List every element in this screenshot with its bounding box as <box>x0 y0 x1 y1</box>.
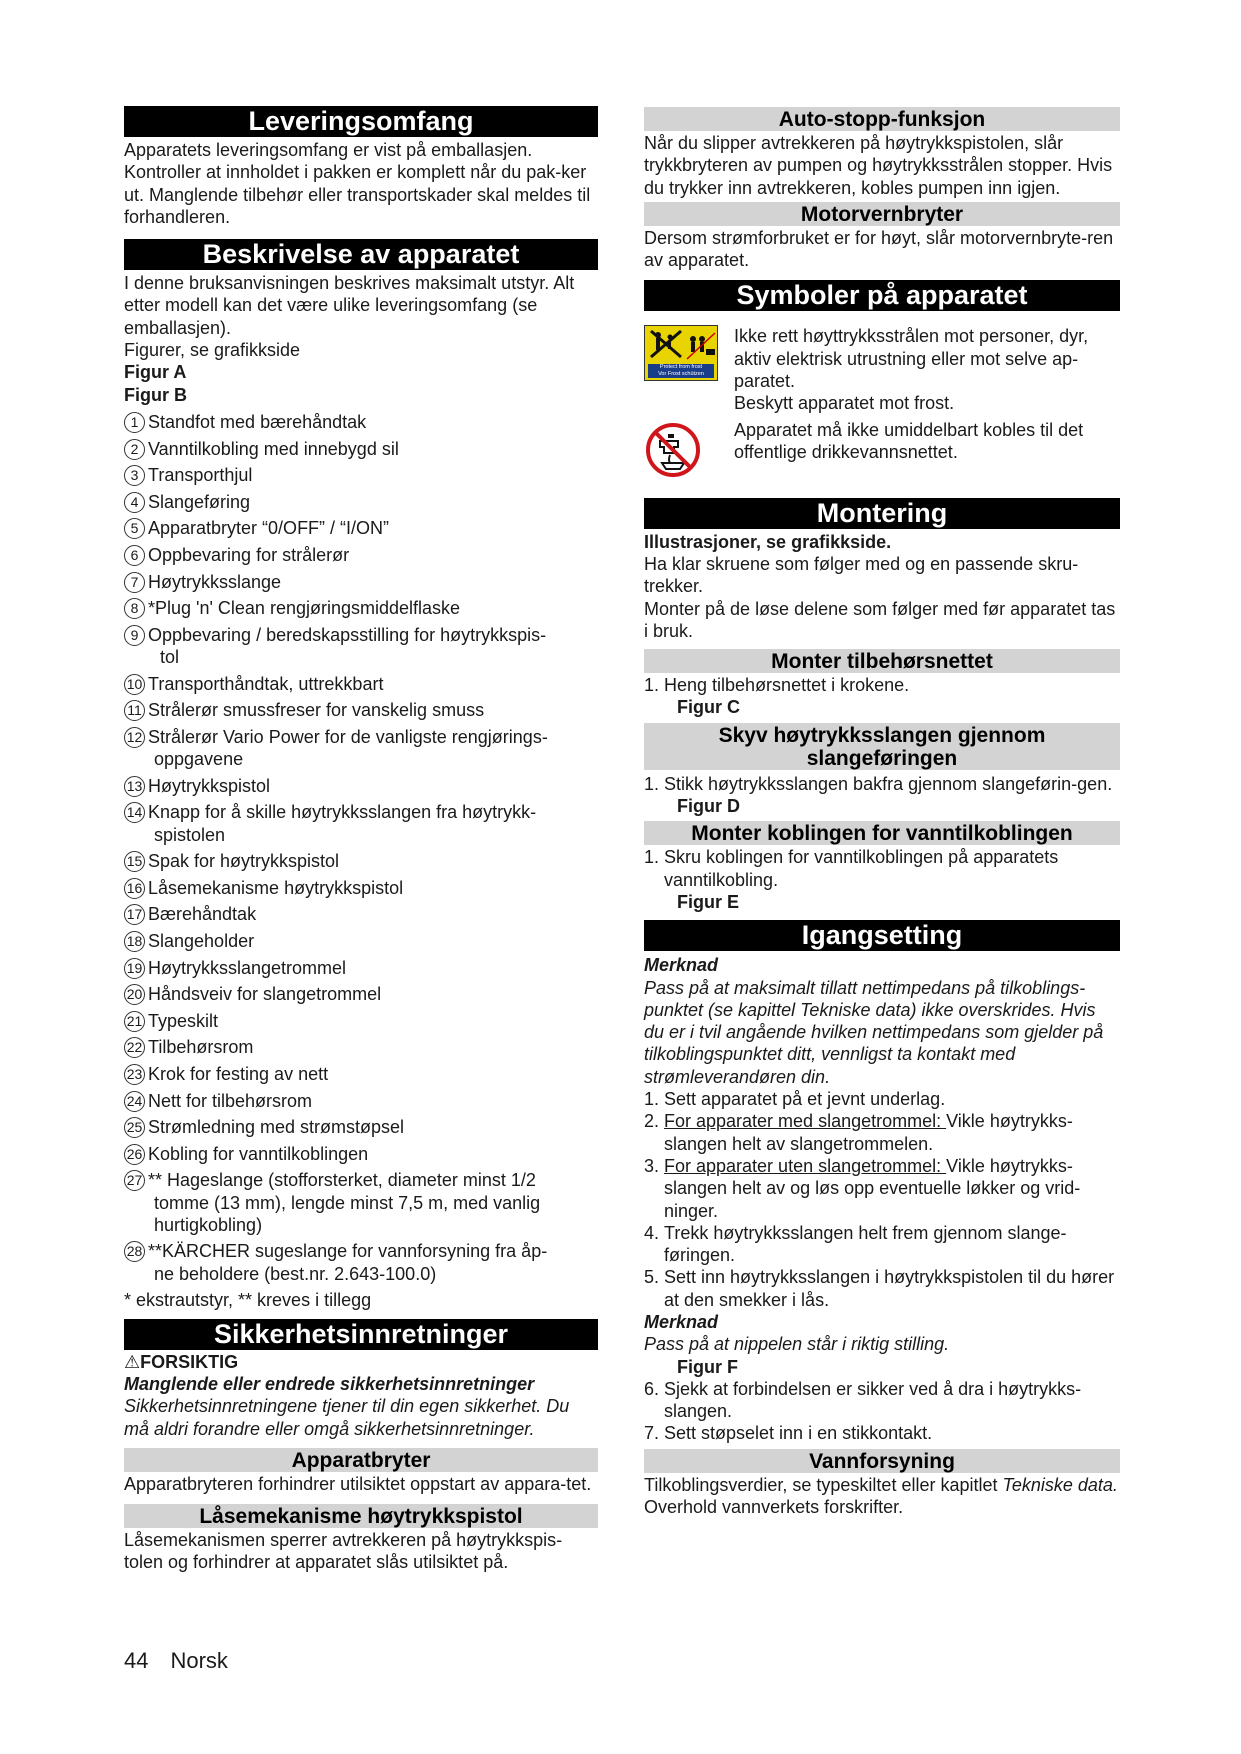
step-item <box>644 1422 1120 1444</box>
item-number: 27 <box>124 1170 145 1191</box>
list-item <box>124 801 598 846</box>
list-item <box>124 930 598 952</box>
list-item <box>124 544 598 566</box>
figur-c: Figur C <box>677 697 740 718</box>
step-text: Sett inn høytrykksslangen i høytrykkspistolen til du hører at den smekker i lås. <box>664 1267 1115 1310</box>
list-item <box>124 411 598 433</box>
step-item <box>644 1155 1120 1222</box>
item-number: 4 <box>124 492 145 513</box>
item-text: Bærehåndtak <box>148 904 257 925</box>
item-text: Høytrykkspistol <box>148 775 271 796</box>
no-drinking-water-icon <box>644 421 702 479</box>
page-number: 44 <box>124 1648 149 1673</box>
step-number: 2. <box>644 1111 660 1132</box>
item-text: Strålerør smussfreser for vanskelig smuss <box>148 700 485 721</box>
figur-f: Figur F <box>677 1356 738 1377</box>
page-footer <box>124 1648 228 1674</box>
list-item <box>124 699 598 721</box>
item-text-line: Strålerør Vario Power for de vanligste rengjørings- <box>148 726 548 747</box>
step-item <box>644 1110 1120 1155</box>
heading-tilbehorsnett: Monter tilbehørsnettet <box>644 649 1120 673</box>
heading-motorvern: Motorvernbryter <box>644 202 1120 226</box>
vannforsyning-text2: Overhold vannverkets forskrifter. <box>644 1497 904 1518</box>
item-number: 12 <box>124 727 145 748</box>
list-item <box>124 903 598 925</box>
heading-igangsetting: Igangsetting <box>644 920 1120 951</box>
item-text: Håndsveiv for slangetrommel <box>148 984 382 1005</box>
step-text <box>664 1110 1120 1155</box>
step-condition: For apparater uten slangetrommel: <box>664 1155 947 1176</box>
item-number: 9 <box>124 625 145 646</box>
list-item <box>124 983 598 1005</box>
list-item <box>124 877 598 899</box>
warning-text: Sikkerhetsinnretningene tjener til din egen sikkerhet. Du må aldri forandre eller omgå sikkerhetsinnretninger. <box>124 1396 570 1439</box>
item-number: 2 <box>124 439 145 460</box>
item-text: Nett for tilbehørsrom <box>148 1090 313 1111</box>
tilbehorsnett-step <box>644 674 1120 696</box>
step-number: 3. <box>644 1155 660 1176</box>
parts-list <box>124 411 598 1285</box>
symbol-spray-text: Ikke rett høyttrykksstrålen mot personer, dyr, aktiv elektrisk utrustning eller mot selve ap-paratet. <box>734 326 1089 392</box>
step-action: Vikle høytrykks-slangen helt av slangetrommelen. <box>664 1111 1073 1154</box>
footnote: * ekstrautstyr, ** kreves i tillegg <box>124 1290 372 1311</box>
heading-symboler: Symboler på apparatet <box>644 280 1120 311</box>
item-text-cont: spistolen <box>154 824 226 845</box>
item-number: 13 <box>124 776 145 797</box>
list-item <box>124 438 598 460</box>
montering-text1: Ha klar skruene som følger med og en passende skru-trekker. <box>644 553 1079 597</box>
merknad-text: Pass på at maksimalt tillatt nettimpedans på tilkoblings-punktet (se kapittel Tekniske data) ikke overskrides. Hvis du er i tvil angående hvilken nettimpedans som gjelder på tilkoblingspunktet ditt, vennligst ta kontakt med strømleverandøren din. <box>644 977 1104 1087</box>
skyv-step <box>644 773 1120 795</box>
step-number: 1. <box>644 675 660 696</box>
autostopp-text: Når du slipper avtrekkeren på høytrykkspistolen, slår trykkbryteren av pumpen og høytrykksstrålen stopper. Hvis du trykker inn avtrekkeren, kobles pumpen inn igjen. <box>644 133 1113 198</box>
step-number: 7. <box>644 1423 660 1444</box>
item-text-line: Knapp for å skille høytrykksslangen fra høytrykk- <box>148 802 537 823</box>
item-text-cont: tol <box>160 647 180 668</box>
step-number: 1. <box>644 773 660 794</box>
item-number: 3 <box>124 465 145 486</box>
figur-a: Figur A <box>124 362 187 383</box>
item-text: Kobling for vanntilkoblingen <box>148 1143 369 1164</box>
symbol-text <box>734 325 1120 414</box>
symbol-icon-slot <box>644 419 734 484</box>
no-spray-frost-icon <box>644 325 718 381</box>
item-text <box>148 1240 598 1285</box>
item-number: 21 <box>124 1011 145 1032</box>
step-item <box>644 1266 1120 1311</box>
motorvern-text: Dersom strømforbruket er for høyt, slår motorvernbryte-ren av apparatet. <box>644 227 1114 271</box>
figur-e: Figur E <box>677 891 739 912</box>
item-number: 8 <box>124 598 145 619</box>
step-item <box>644 1222 1120 1267</box>
montering-text2: Monter på de løse delene som følger med før apparatet tas i bruk. <box>644 598 1116 641</box>
list-item <box>124 624 598 669</box>
item-number: 20 <box>124 984 145 1005</box>
item-text-cont: ne beholdere (best.nr. 2.643-100.0) <box>154 1263 437 1284</box>
warning-label <box>124 1351 598 1373</box>
step-text: Heng tilbehørsnettet i krokene. <box>664 675 910 696</box>
heading-leveringsomfang: Leveringsomfang <box>124 106 598 137</box>
item-text: Tilbehørsrom <box>148 1037 254 1058</box>
symbol-frost-text: Beskytt apparatet mot frost. <box>734 393 955 414</box>
list-item <box>124 464 598 486</box>
list-item <box>124 597 598 619</box>
apparatbryter-text: Apparatbryteren forhindrer utilsiktet oppstart av appara-tet. <box>124 1473 592 1494</box>
no-spray-icon-graphic <box>645 327 717 365</box>
beskrivelse-text: I denne bruksanvisningen beskrives maksimalt utstyr. Alt etter modell kan det være ulike leveringsomfang (se emballasjen). <box>124 273 575 338</box>
heading-skyv-line2: slangeføringen <box>806 746 958 770</box>
step-number: 6. <box>644 1378 660 1399</box>
item-number: 11 <box>124 700 145 721</box>
step-text: Skru koblingen for vanntilkoblingen på apparatets vanntilkobling. <box>664 847 1059 890</box>
item-number: 23 <box>124 1064 145 1085</box>
heading-beskrivelse: Beskrivelse av apparatet <box>124 239 598 270</box>
heading-apparatbryter: Apparatbryter <box>124 1448 598 1472</box>
item-number: 5 <box>124 518 145 539</box>
item-text <box>148 801 598 846</box>
item-text <box>148 1169 598 1236</box>
merknad-label: Merknad <box>644 955 719 976</box>
vannforsyning-text1 <box>644 1474 1120 1496</box>
symbol-water-text: Apparatet må ikke umiddelbart kobles til det offentlige drikkevannsnettet. <box>734 419 1084 462</box>
list-item <box>124 957 598 979</box>
item-text: Høytrykksslangetrommel <box>148 957 347 978</box>
frost-label <box>648 364 714 378</box>
item-text-cont: tomme (13 mm), lengde minst 7,5 m, med vanlig <box>154 1192 541 1213</box>
step-number: 1. <box>644 847 660 868</box>
item-text-line: ** Hageslange (stofforsterket, diameter minst 1/2 <box>148 1170 536 1191</box>
figur-d: Figur D <box>677 796 740 817</box>
item-number: 16 <box>124 878 145 899</box>
laasemekanisme-text: Låsemekanismen sperrer avtrekkeren på høytrykkspis-tolen og forhindrer at apparatet slås utilsiktet på. <box>124 1530 563 1573</box>
item-number: 18 <box>124 931 145 952</box>
figurer-note: Figurer, se grafikkside <box>124 340 301 361</box>
list-item <box>124 850 598 872</box>
list-item <box>124 491 598 513</box>
item-number: 28 <box>124 1241 145 1262</box>
heading-sikkerhet: Sikkerhetsinnretninger <box>124 1319 598 1350</box>
item-text: Transporthjul <box>148 465 253 486</box>
item-number: 22 <box>124 1037 145 1058</box>
list-item <box>124 1169 598 1236</box>
item-number: 24 <box>124 1091 145 1112</box>
left-column <box>124 106 598 1574</box>
item-text: Slangeføring <box>148 491 251 512</box>
step-text: Sjekk at forbindelsen er sikker ved å dra i høytrykks-slangen. <box>664 1378 1082 1422</box>
item-text: Låsemekanisme høytrykkspistol <box>148 877 404 898</box>
igangsetting-steps-2 <box>644 1378 1120 1445</box>
item-text-cont: oppgavene <box>154 749 244 770</box>
item-text: Typeskilt <box>148 1010 219 1031</box>
step-number: 1. <box>644 1089 660 1110</box>
step-text: Trekk høytrykksslangen helt frem gjennom slange-føringen. <box>664 1222 1067 1266</box>
vannforsyning-text1-main: Tilkoblingsverdier, se typeskiltet eller kapitlet <box>644 1474 1003 1495</box>
heading-kobling: Monter koblingen for vanntilkoblingen <box>644 821 1120 845</box>
footer-language: Norsk <box>170 1648 228 1673</box>
item-text-cont: hurtigkobling) <box>154 1214 263 1235</box>
frost-label-line1: Protect from frost <box>659 364 703 371</box>
item-text: Transporthåndtak, uttrekkbart <box>148 673 384 694</box>
item-text: Strømledning med strømstøpsel <box>148 1117 405 1138</box>
step-item <box>644 1378 1120 1423</box>
step-text: Sett apparatet på et jevnt underlag. <box>664 1089 946 1110</box>
heading-laasemekanisme: Låsemekanisme høytrykkspistol <box>124 1504 598 1528</box>
list-item <box>124 1116 598 1138</box>
step-item <box>644 1088 1120 1110</box>
right-column <box>644 106 1120 1518</box>
item-number: 15 <box>124 851 145 872</box>
item-text: Standfot med bærehåndtak <box>148 411 367 432</box>
item-text: Slangeholder <box>148 930 255 951</box>
symbol-icon-slot <box>644 325 734 414</box>
symbol-row-water <box>644 419 1120 484</box>
list-item <box>124 1010 598 1032</box>
list-item <box>124 1143 598 1165</box>
montering-illustr: Illustrasjoner, se grafikkside. <box>644 531 892 552</box>
merknad-label: Merknad <box>644 1311 719 1332</box>
vannforsyning-text1-ref: Tekniske data. <box>1002 1474 1118 1495</box>
leveringsomfang-text: Apparatets leveringsomfang er vist på emballasjen. Kontroller at innholdet i pakken er komplett når du pak-ker ut. Manglende tilbehør eller transportskader skal meldes til forhandleren. <box>124 140 591 227</box>
step-number: 5. <box>644 1267 660 1288</box>
heading-montering: Montering <box>644 498 1120 529</box>
list-item <box>124 1063 598 1085</box>
step-number: 4. <box>644 1222 660 1243</box>
item-number: 10 <box>124 674 145 695</box>
item-number: 7 <box>124 572 145 593</box>
igangsetting-steps <box>644 1088 1120 1311</box>
list-item <box>124 517 598 539</box>
warning-label-text: FORSIKTIG <box>140 1351 239 1372</box>
item-text-line: Oppbevaring / beredskapsstilling for høytrykkspis- <box>148 624 547 645</box>
item-number: 19 <box>124 958 145 979</box>
heading-vannforsyning: Vannforsyning <box>644 1449 1120 1473</box>
item-text: Oppbevaring for strålerør <box>148 544 350 565</box>
item-number: 26 <box>124 1144 145 1165</box>
item-text <box>148 726 598 771</box>
item-text: Vanntilkobling med innebygd sil <box>148 438 399 459</box>
step-text: Sett støpselet inn i en stikkontakt. <box>664 1423 933 1444</box>
kobling-step <box>644 846 1120 891</box>
symbol-text <box>734 419 1120 484</box>
item-text: Apparatbryter “0/OFF” / “I/ON” <box>148 518 390 539</box>
heading-skyv <box>644 723 1120 770</box>
item-text: Høytrykksslange <box>148 571 282 592</box>
item-number: 6 <box>124 545 145 566</box>
item-text: Krok for festing av nett <box>148 1063 329 1084</box>
item-number: 14 <box>124 802 145 823</box>
list-item <box>124 726 598 771</box>
list-item <box>124 1240 598 1285</box>
item-text: *Plug 'n' Clean rengjøringsmiddelflaske <box>148 598 461 619</box>
step-action: Vikle høytrykks-slangen helt av og løs opp eventuelle løkker og vrid-ninger. <box>664 1155 1081 1221</box>
item-text: Spak for høytrykkspistol <box>148 851 340 872</box>
step-text: Stikk høytrykksslangen bakfra gjennom slangeførin-gen. <box>664 773 1113 794</box>
figur-b: Figur B <box>124 384 187 405</box>
list-item <box>124 571 598 593</box>
merknad-text: Pass på at nippelen står i riktig stilling. <box>644 1334 950 1355</box>
symbol-row-spray <box>644 325 1120 414</box>
step-text <box>664 1155 1120 1222</box>
heading-skyv-line1: Skyv høytrykksslangen gjennom <box>718 723 1046 747</box>
heading-autostopp: Auto-stopp-funksjon <box>644 107 1120 131</box>
list-item <box>124 775 598 797</box>
item-text <box>148 624 598 669</box>
list-item <box>124 673 598 695</box>
warning-title: Manglende eller endrede sikkerhetsinnretninger <box>124 1373 535 1394</box>
item-number: 17 <box>124 904 145 925</box>
frost-label-line2: Vor Frost schützen <box>658 371 704 378</box>
list-item <box>124 1090 598 1112</box>
step-condition: For apparater med slangetrommel: <box>664 1111 947 1132</box>
warning-icon: ⚠ <box>124 1351 141 1372</box>
item-number: 25 <box>124 1117 145 1138</box>
list-item <box>124 1036 598 1058</box>
item-number: 1 <box>124 412 145 433</box>
item-text-line: **KÄRCHER sugeslange for vannforsyning fra åp- <box>148 1241 548 1262</box>
